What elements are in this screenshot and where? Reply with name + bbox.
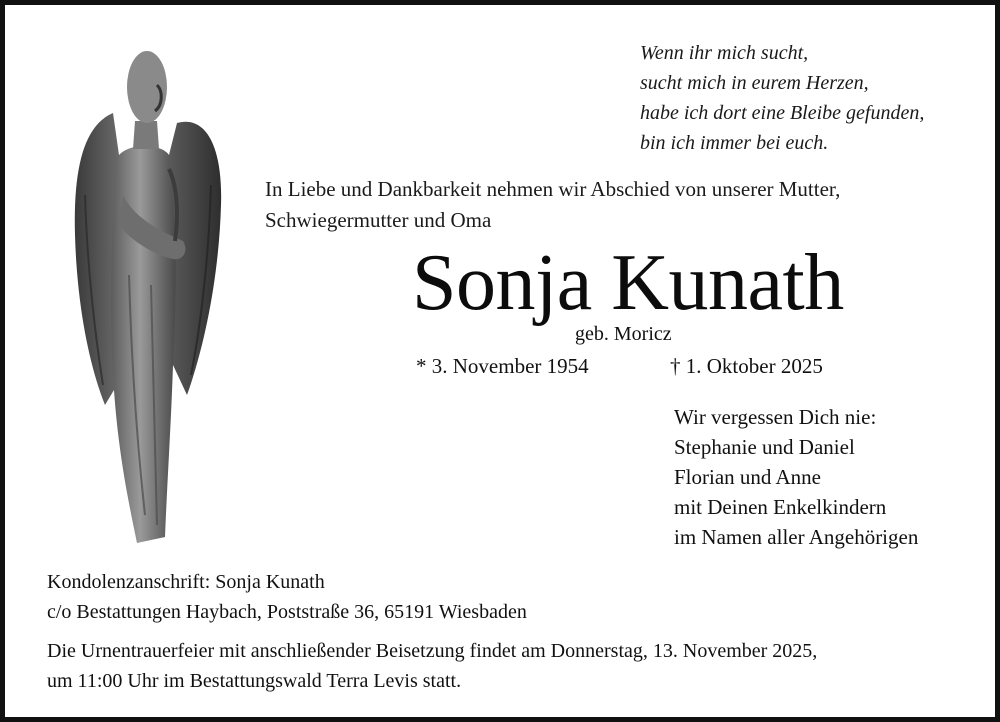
death-date: † 1. Oktober 2025 — [670, 354, 823, 378]
poem-line: habe ich dort eine Bleibe gefunden, — [640, 102, 925, 124]
poem — [640, 38, 924, 158]
intro-text — [265, 174, 840, 236]
family-line: im Namen aller Angehörigen — [674, 525, 919, 549]
ceremony-line: Die Urnentrauerfeier mit anschließender Beisetzung findet am Donnerstag, 13. November 2025, — [47, 640, 818, 662]
maiden-name: geb. Moricz — [575, 323, 672, 345]
poem-line: Wenn ihr mich sucht, — [640, 42, 809, 64]
condolence-line: Kondolenzanschrift: Sonja Kunath — [47, 571, 325, 593]
birth-date: * 3. November 1954 — [416, 354, 589, 378]
family-line: Florian und Anne — [674, 465, 821, 489]
condolence-address — [47, 567, 527, 627]
poem-line: bin ich immer bei euch. — [640, 132, 829, 154]
family-signature — [674, 402, 918, 552]
condolence-line: c/o Bestattungen Haybach, Poststraße 36, 65191 Wiesbaden — [47, 601, 527, 623]
family-line: Wir vergessen Dich nie: — [674, 405, 877, 429]
ceremony-line: um 11:00 Uhr im Bestattungswald Terra Levis statt. — [47, 670, 462, 692]
poem-line: sucht mich in eurem Herzen, — [640, 72, 869, 94]
family-line: mit Deinen Enkelkindern — [674, 495, 887, 519]
deceased-name: Sonja Kunath — [412, 239, 844, 327]
intro-line: Schwiegermutter und Oma — [265, 208, 492, 232]
ceremony-info — [47, 636, 817, 696]
family-line: Stephanie und Daniel — [674, 435, 855, 459]
intro-line: In Liebe und Dankbarkeit nehmen wir Abschied von unserer Mutter, — [265, 177, 841, 201]
angel-figure-icon — [65, 45, 230, 545]
